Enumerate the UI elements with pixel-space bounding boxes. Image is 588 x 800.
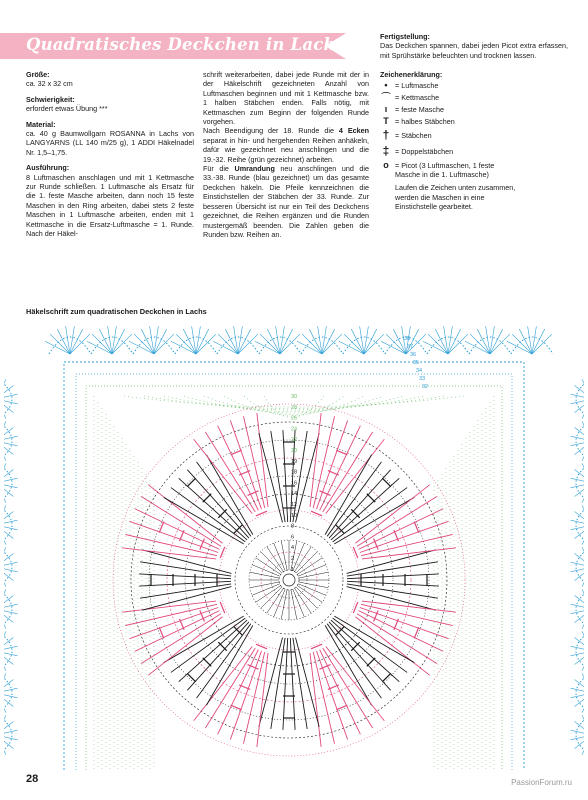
page-number: 28: [26, 773, 39, 785]
border-stitch: [4, 631, 6, 651]
centre-stitch: [250, 572, 279, 578]
material-heading: Material:: [26, 119, 56, 129]
border-stitch: [238, 334, 258, 354]
fan-stitch: [359, 509, 444, 550]
border-scallop: [576, 462, 584, 504]
round-number-label: 30: [291, 394, 298, 400]
border-stitch: [4, 478, 17, 483]
fan-crossbar: [231, 705, 242, 710]
fan-stitch: [325, 455, 371, 535]
border-stitch: [582, 735, 584, 755]
round-number-label: 36: [410, 352, 417, 358]
fan-stitch: [135, 509, 220, 550]
round-number-label: 37: [407, 344, 414, 350]
border-stitch: [582, 693, 584, 713]
fan-crossbar: [218, 509, 226, 517]
fan-crossbar: [367, 494, 375, 502]
fan-stitch: [326, 647, 385, 721]
fan-stitch: [206, 625, 252, 705]
border-stitch: [322, 334, 342, 354]
fan-stitch: [194, 647, 253, 721]
border-scallop: [4, 588, 12, 630]
finishing-text: Das Deckchen spannen, dabei jeden Picot extra erfassen, mit Sprühstärke befeuchten und trocknen lassen.: [380, 41, 568, 60]
round-number-label: 2: [291, 556, 295, 562]
centre-stitch: [297, 558, 322, 575]
border-stitch: [571, 483, 584, 488]
fan-crossbar: [220, 602, 225, 613]
border-stitch: [4, 399, 17, 404]
border-stitch: [154, 334, 174, 354]
fan-crossbar: [414, 627, 419, 638]
border-stitch: [213, 341, 238, 354]
instructions-text: 8 Luftmaschen anschlagen und mit 1 Kettmasche zur Runde schließen. 1 Luftmasche als Ersatz für die 1. feste Masche arbeiten, dann noch 15 feste Maschen in den Ring arbeiten, dabei stets 2 feste Maschen in 1 Luftmasche arbeiten, enden mit 1 Kettmasche in die Ersatz-Luftmasche = 1. Runde. Nach der Häkel-: [26, 172, 194, 239]
border-stitch: [571, 567, 584, 572]
round-ring: [131, 422, 447, 738]
fan-stitch: [293, 431, 307, 522]
border-stitch: [4, 730, 17, 735]
border-scallop: [4, 504, 12, 546]
border-stitch: [582, 567, 584, 587]
centre-stitch: [267, 588, 284, 613]
fan-stitch: [326, 439, 385, 513]
border-scallop: [4, 714, 12, 756]
fan-crossbar: [187, 478, 195, 486]
border-stitch: [532, 334, 552, 354]
border-stitch: [4, 483, 17, 488]
border-stitch: [339, 341, 364, 354]
fan-stitch: [259, 638, 283, 727]
size-text: ca. 32 x 32 cm: [26, 79, 73, 89]
starting-ring: [283, 574, 295, 586]
centre-stitch: [256, 558, 281, 575]
border-stitch: [507, 341, 532, 354]
fan-stitch: [361, 534, 453, 555]
border-stitch: [582, 609, 584, 629]
border-stitch: [423, 341, 448, 354]
round-number-label: 33: [419, 376, 426, 382]
border-stitch: [297, 341, 322, 354]
fan-stitch: [347, 587, 436, 611]
border-stitch: [364, 334, 384, 354]
border-stitch: [4, 693, 17, 698]
round-number-label: 38: [404, 336, 411, 342]
fan-crossbar: [231, 450, 242, 455]
fan-stitch: [347, 584, 438, 598]
border-stitch: [465, 341, 490, 354]
fan-crossbar: [203, 494, 211, 502]
fan-stitch: [259, 433, 283, 522]
treble-crochet-icon: ‡: [382, 144, 390, 159]
fan-stitch: [313, 652, 334, 744]
border-stitch: [571, 399, 584, 404]
fan-stitch: [125, 604, 217, 625]
border-stitch: [4, 520, 17, 525]
border-stitch: [571, 730, 584, 735]
column-middle: [203, 70, 369, 239]
fan-stitch: [360, 521, 449, 552]
centre-stitch: [297, 586, 322, 603]
border-stitch: [4, 567, 17, 572]
fan-stitch: [142, 587, 231, 611]
fan-stitch: [135, 611, 220, 652]
round-number-label: 12: [291, 502, 298, 508]
fan-stitch: [271, 638, 285, 729]
border-stitch: [4, 735, 17, 740]
fan-crossbar: [336, 705, 347, 710]
round-number-label: 24: [291, 426, 298, 433]
fan-crossbar: [218, 642, 226, 650]
border-stitch: [4, 379, 6, 399]
legend-item: T = halbes Stäbchen: [380, 117, 568, 128]
centre-stitch: [267, 547, 284, 572]
round-ring: [113, 404, 465, 756]
centre-stitch: [299, 572, 328, 578]
border-stitch: [4, 463, 6, 483]
round-number-label: 8: [291, 523, 295, 530]
fan-stitch: [356, 485, 430, 544]
border-stitch: [87, 341, 112, 354]
centre-stitch: [250, 582, 279, 588]
centre-stitch: [291, 590, 297, 619]
fan-stitch: [325, 625, 371, 705]
fan-stitch: [296, 433, 320, 522]
fan-stitch: [359, 611, 444, 652]
fan-stitch: [271, 431, 285, 522]
fan-crossbar: [367, 658, 375, 666]
size-heading: Größe:: [26, 70, 50, 79]
fan-crossbar: [311, 644, 322, 649]
border-stitch: [582, 441, 584, 461]
border-stitch: [448, 334, 468, 354]
round-number-label: 4: [291, 545, 295, 552]
legend-note: Laufen die Zeichen unten zusammen, werden die Maschen in eine Einstichstelle gearbeitet.: [395, 183, 516, 212]
border-stitch: [280, 334, 300, 354]
instructions-heading: Ausführung:: [26, 163, 70, 173]
legend-heading: Zeichenerklärung:: [380, 70, 443, 80]
border-stitch: [582, 547, 584, 567]
border-stitch: [4, 525, 17, 530]
border-stitch: [582, 673, 584, 693]
double-crochet-icon: †: [382, 128, 390, 143]
border-scallop: [576, 504, 584, 546]
border-scallop: [4, 546, 12, 588]
fan-stitch: [316, 651, 347, 740]
border-stitch: [4, 505, 6, 525]
round-number-label: 18: [291, 469, 298, 476]
border-stitch: [571, 735, 584, 740]
round-ring: [219, 510, 359, 650]
border-stitch: [4, 483, 6, 503]
half-double-crochet-icon: T: [383, 116, 389, 127]
round-number-label: 22: [291, 437, 298, 444]
border-stitch: [129, 341, 154, 354]
fan-stitch: [230, 420, 261, 509]
instructions-continued: schrift weiterarbeiten, dabei jede Runde mit der in der Häkelschrift gezeichneten Anzahl von Luftmaschen beginnen und mit 1 Kettmasche bzw. 1 halben Stäbchen enden. Falls nötig, mit Kettmaschen zum Beginn der folgenden Runde vorgehen.: [203, 70, 369, 127]
fan-stitch: [320, 650, 361, 735]
border-scallop: [576, 546, 584, 588]
border-stitch: [4, 646, 17, 651]
border-stitch: [45, 341, 70, 354]
border-stitch: [582, 483, 584, 503]
fan-stitch: [129, 607, 218, 638]
fan-crossbar: [336, 450, 347, 455]
material-text: ca. 40 g Baumwollgarn ROSANNA in Lachs von LANGYARNS (LL 140 m/25 g), 1 ADDI Häkelnadel Nr. 1,5–1,75.: [26, 129, 194, 157]
fan-stitch: [360, 607, 449, 638]
fan-stitch: [243, 652, 264, 744]
border-stitch: [4, 589, 6, 609]
border-stitch: [571, 646, 584, 651]
border-stitch: [571, 693, 584, 698]
border-stitch: [4, 441, 17, 446]
border-stitch: [582, 651, 584, 671]
fan-stitch: [125, 534, 217, 555]
legend-item: o = Picot (3 Luftmaschen, 1 feste Masche in die 1. Luftmasche): [380, 161, 568, 180]
border-stitch: [4, 735, 6, 755]
round-ring: [167, 458, 411, 702]
border-stitch: [571, 436, 584, 441]
border-stitch: [582, 379, 584, 399]
watermark: PassionForum.ru: [511, 778, 572, 787]
border-scallop: [576, 378, 584, 420]
border-stitch: [4, 562, 17, 567]
border-stitch: [582, 505, 584, 525]
round-number-label: 28: [291, 404, 298, 411]
border-scallop: [576, 672, 584, 714]
fan-stitch: [293, 638, 307, 729]
fan-crossbar: [382, 673, 390, 681]
border-scallop: [576, 630, 584, 672]
border-scallop: [576, 588, 584, 630]
diagram-caption: Häkelschrift zum quadratischen Deckchen in Lachs: [26, 307, 207, 316]
border-stitch: [571, 394, 584, 399]
fan-stitch: [243, 416, 264, 508]
round-ring: [203, 494, 375, 666]
border-stitch: [4, 399, 6, 419]
border-stitch: [571, 478, 584, 483]
border-stitch: [571, 651, 584, 656]
fan-crossbar: [159, 522, 164, 533]
picot-icon: o: [383, 159, 389, 170]
border-paragraph: Für die Umrandung neu anschlingen und die 33.-38. Runde (blau gezeichnet) um das gesamte Deckchen häkeln. Die Pfeile kennzeichnen die Einstichstellen der Stäbchen der 33. Runde. Zur besseren Übersicht ist nur ein Teil des Deckchens gezeichnet, die Reihen ergänzen und die Runden mustergemäß beenden. Die Zahlen geben die Runden bzw. Reihen an.: [203, 164, 369, 239]
fan-stitch: [361, 604, 453, 625]
fan-stitch: [356, 617, 430, 676]
border-stitch: [4, 525, 6, 545]
legend-item: ⌒ = Kettmasche: [381, 92, 440, 103]
slip-stitch-icon: ⌒: [381, 92, 391, 103]
border-scallop: [4, 420, 12, 462]
crochet-chart: [4, 318, 584, 770]
legend-item: ‡ = Doppelstäbchen: [380, 145, 568, 160]
border-stitch: [582, 589, 584, 609]
border-scallop: [4, 630, 12, 672]
border-stitch: [582, 525, 584, 545]
border-stitch: [70, 334, 90, 354]
border-stitch: [4, 441, 6, 461]
fan-crossbar: [256, 644, 267, 649]
legend-item: † = Stäbchen: [380, 129, 568, 144]
border-stitch: [4, 567, 6, 587]
fan-crossbar: [353, 602, 358, 613]
round-ring: [279, 570, 299, 590]
fan-stitch: [320, 426, 361, 511]
border-stitch: [4, 604, 17, 609]
fan-crossbar: [256, 511, 267, 516]
round-number-label: 16: [291, 480, 298, 487]
difficulty-text: erfordert etwas Übung ***: [26, 104, 108, 114]
round-number-label: 14: [291, 491, 298, 498]
border-stitch: [255, 341, 280, 354]
round-number-label: 26: [291, 415, 298, 422]
single-crochet-icon: ı: [384, 104, 388, 115]
border-stitch: [571, 520, 584, 525]
border-scallop: [4, 672, 12, 714]
page-title: Quadratisches Deckchen in Lachs: [26, 35, 346, 54]
round-ring: [185, 476, 393, 684]
centre-stitch: [281, 541, 287, 570]
round-number-label: 10: [291, 512, 298, 519]
fan-stitch: [334, 616, 414, 662]
centre-stitch: [299, 582, 328, 588]
fan-stitch: [347, 562, 438, 576]
border-stitch: [4, 421, 6, 441]
fan-stitch: [296, 638, 320, 727]
border-scallop: [576, 420, 584, 462]
fan-crossbar: [353, 547, 358, 558]
border-stitch: [4, 715, 6, 735]
fan-stitch: [129, 521, 218, 552]
fan-stitch: [164, 616, 244, 662]
border-stitch: [571, 562, 584, 567]
fan-stitch: [218, 426, 259, 511]
border-stitch: [196, 334, 216, 354]
centre-stitch: [281, 590, 287, 619]
border-stitch: [4, 436, 17, 441]
border-stitch: [4, 651, 6, 671]
border-stitch: [571, 604, 584, 609]
centre-stitch: [256, 586, 281, 603]
legend-item: ı = feste Masche: [380, 105, 568, 116]
fan-stitch: [334, 497, 414, 543]
column-left: [26, 70, 194, 239]
border-stitch: [582, 463, 584, 483]
border-stitch: [112, 334, 132, 354]
border-stitch: [571, 609, 584, 614]
border-stitch: [571, 688, 584, 693]
border-stitch: [582, 399, 584, 419]
round-number-label: 1: [291, 566, 295, 573]
centre-stitch: [295, 547, 312, 572]
fan-stitch: [206, 455, 252, 535]
chain-stitch-icon: •: [384, 80, 388, 91]
border-stitch: [582, 715, 584, 735]
fan-stitch: [313, 416, 334, 508]
fan-crossbar: [203, 658, 211, 666]
fan-crossbar: [311, 511, 322, 516]
border-stitch: [4, 394, 17, 399]
legend-item: • = Luftmasche: [380, 81, 568, 92]
border-stitch: [381, 341, 406, 354]
fan-stitch: [316, 420, 347, 509]
border-stitch: [4, 609, 17, 614]
finishing-heading: Fertigstellung:: [380, 32, 430, 41]
fan-crossbar: [351, 509, 359, 517]
fan-crossbar: [351, 642, 359, 650]
fan-stitch: [347, 550, 436, 574]
border-stitch: [4, 693, 6, 713]
border-scallop: [576, 714, 584, 756]
round-number-label: 6: [291, 534, 295, 541]
border-stitch: [4, 673, 6, 693]
border-stitch: [582, 421, 584, 441]
border-scallop: [4, 462, 12, 504]
difficulty-heading: Schwierigkeit:: [26, 94, 75, 104]
border-stitch: [4, 651, 17, 656]
border-scallop: [4, 378, 12, 420]
border-stitch: [4, 688, 17, 693]
fan-crossbar: [159, 627, 164, 638]
border-stitch: [490, 334, 510, 354]
centre-stitch: [295, 588, 312, 613]
fan-stitch: [140, 562, 231, 576]
fan-stitch: [148, 617, 222, 676]
round-number-label: 34: [416, 368, 423, 374]
border-stitch: [582, 631, 584, 651]
fan-crossbar: [414, 522, 419, 533]
column-right: [380, 32, 568, 212]
border-stitch: [571, 525, 584, 530]
legend-list: [380, 81, 568, 180]
round-number-label: 20: [291, 448, 298, 454]
fan-crossbar: [220, 547, 225, 558]
border-stitch: [571, 441, 584, 446]
fan-stitch: [148, 485, 222, 544]
border-stitch: [171, 341, 196, 354]
fan-stitch: [194, 439, 253, 513]
fan-stitch: [142, 550, 231, 574]
fan-stitch: [218, 650, 259, 735]
border-stitch: [4, 547, 6, 567]
round-number-label: 35: [413, 360, 420, 366]
fan-stitch: [164, 497, 244, 543]
round-number-label: 32: [422, 384, 429, 390]
border-stitch: [4, 609, 6, 629]
fan-stitch: [230, 651, 261, 740]
corners-paragraph: Nach Beendigung der 18. Runde die 4 Ecken separat in hin- und hergehenden Reihen anhäkeln, dafür wie gezeichnet neu anschlingen und die 19.-32. Reihe (grün gezeichnet) arbeiten.: [203, 126, 369, 164]
round-number-label: 19: [291, 458, 298, 465]
